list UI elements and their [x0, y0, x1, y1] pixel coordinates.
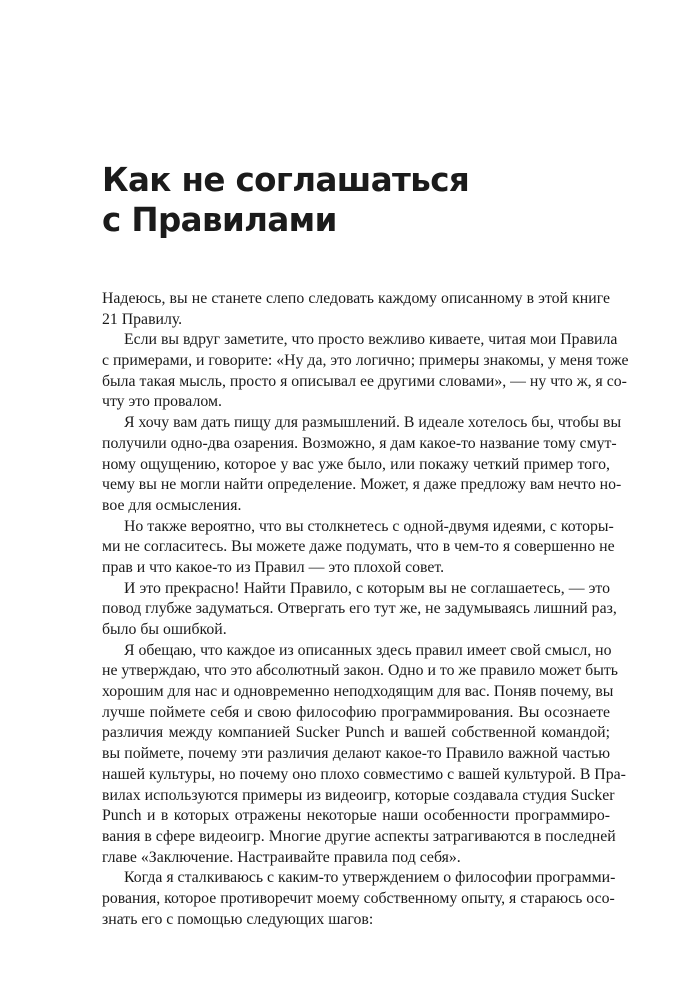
- text-line: хорошим для нас и одновременно неподходящим для вас. Поняв почему, вы: [102, 683, 614, 701]
- text-line: Я хочу вам дать пищу для размышлений. В идеале хотелось бы, чтобы вы: [124, 414, 622, 432]
- text-line: было бы ошибкой.: [102, 621, 227, 638]
- text-line: чему вы не могли найти определение. Может, я даже предложу вам нечто но-: [102, 476, 622, 494]
- text-line: главе «Заключение. Настраивайте правила под себя».: [102, 848, 461, 866]
- text-line: И это прекрасно! Найти Правило, с которым вы не соглашаетесь, — это: [124, 579, 610, 597]
- text-line: Если вы вдруг заметите, что просто вежливо киваете, читая мои Правила: [124, 331, 618, 349]
- text-line: лучше поймете себя и свою философию программирования. Вы осознаете: [102, 703, 610, 721]
- text-line: повод глубже задуматься. Отвергать его тут же, не задумываясь лишний раз,: [102, 600, 617, 618]
- chapter-title-line: с Правилами: [102, 201, 337, 239]
- text-line: Но также вероятно, что вы столкнетесь с одной-двумя идеями, с которы-: [124, 517, 614, 535]
- chapter-title-line: Как не соглашаться: [102, 161, 470, 199]
- text-line: Надеюсь, вы не станете слепо следовать каждому описанному в этой книге: [102, 290, 610, 307]
- text-line: различия между компанией Sucker Punch и вашей собственной командой;: [102, 724, 610, 742]
- text-line: Когда я сталкиваюсь с каким-то утверждением о философии программи-: [124, 869, 616, 887]
- text-line: вы поймете, почему эти различия делают какое-то Правило важной частью: [102, 745, 610, 763]
- text-line: ми не согласитесь. Вы можете даже подумать, что в чем-то я совершенно не: [102, 538, 615, 556]
- chapter-title: [102, 160, 622, 240]
- text-line: рования, которое противоречит моему собственному опыту, я стараюсь осо-: [102, 889, 615, 907]
- text-line: нашей культуры, но почему оно плохо совместимо с вашей культурой. В Пра-: [102, 765, 626, 783]
- text-line: вания в сфере видеоигр. Многие другие аспекты затрагиваются в последней: [102, 827, 616, 845]
- text-line: прав и что какое-то из Правил — это плохой совет.: [102, 558, 445, 576]
- text-line: вое для осмысления.: [102, 496, 242, 514]
- text-line: Punch и в которых отражены некоторые наши особенности программиро-: [102, 807, 610, 825]
- text-line: знать его с помощью следующих шагов:: [102, 910, 374, 928]
- text-line: получили одно-два озарения. Возможно, я дам какое-то название тому смут-: [102, 434, 617, 452]
- body-text: [102, 289, 629, 930]
- text-line: не утверждаю, что это абсолютный закон. Одно и то же правило может быть: [102, 662, 618, 680]
- text-line: с примерами, и говорите: «Ну да, это логично; примеры знакомы, у меня тоже: [102, 352, 629, 370]
- text-line: Я обещаю, что каждое из описанных здесь правил имеет свой смысл, но: [124, 641, 612, 659]
- text-line: ному ощущению, которое у вас уже было, или покажу четкий пример того,: [102, 455, 610, 473]
- text-line: была такая мысль, просто я описывал ее другими словами», — ну что ж, я со-: [102, 372, 627, 390]
- text-line: вилах используются примеры из видеоигр, которые создавала студия Sucker: [102, 786, 615, 804]
- text-line: чту это провалом.: [102, 393, 222, 411]
- text-line: 21 Правилу.: [102, 310, 183, 328]
